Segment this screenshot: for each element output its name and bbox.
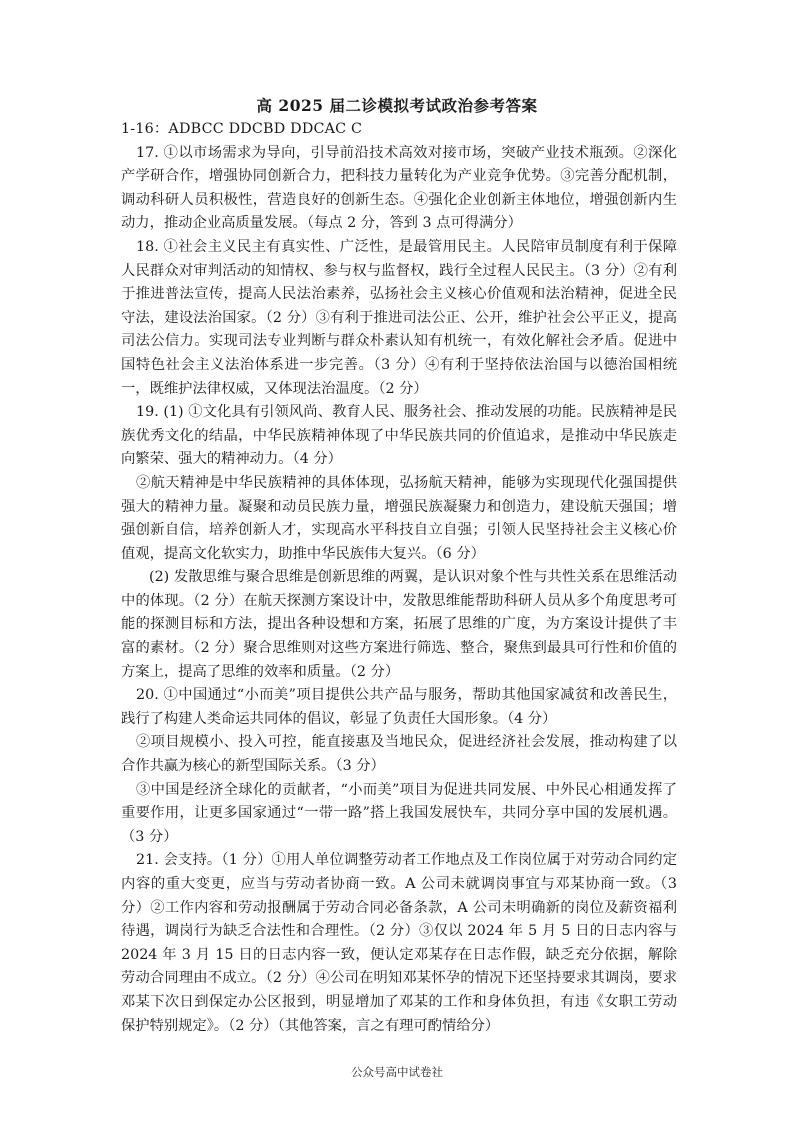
answer-q19-part1-b: ②航天精神是中华民族精神的具体体现，弘扬航天精神，能够为实现现代化强国提供强大的精神力量。凝聚和动员民族力量，增强民族凝聚力和创造力，建设航天强国；增强创新自信，培养创新人才，实现高水平科技自立自强；引领人民坚持社会主义核心价值观，提高文化软实力，助推中华民族伟大复兴。（6 分）: [121, 474, 677, 562]
answer-q19-part1: 19. (1) ①文化具有引领风尚、教育人民、服务社会、推动发展的功能。民族精神是民族优秀文化的结晶，中华民族精神体现了中华民族共同的价值追求，是推动中华民族走向繁荣、强大的精神动力。（4 分）: [121, 404, 677, 468]
answer-q17: 17. ①以市场需求为导向，引导前沿技术高效对接市场，突破产业技术瓶颈。②深化产学研合作，增强协同创新合力，把科技力量转化为产业竞争优势。③完善分配机制，调动科研人员积极性，营造良好的创新生态。④强化企业创新主体地位，增强创新内生动力，推动企业高质量发展。（每点 2 分，答到 3 点可得满分）: [121, 144, 677, 232]
footer-watermark: 公众号高中试卷社: [351, 1065, 443, 1079]
answer-q19-part2: (2) 发散思维与聚合思维是创新思维的两翼，是认识对象个性与共性关系在思维活动中的体现。（2 分）在航天探测方案设计中，发散思维能帮助科研人员从多个角度思考可能的探测目标和方法，提出各种设想和方案，拓展了思维的广度，为方案设计提供了丰富的素材。（2 分）聚合思维则对这些方案进行筛选、整合，聚焦到最具可行性和价值的方案上，提高了思维的效率和质量。（2 分）: [121, 569, 677, 680]
answer-body: [121, 118, 677, 1038]
page-title: 高 2025 届二诊模拟考试政治参考答案: [256, 96, 538, 115]
answer-q20-point3: ③中国是经济全球化的贡献者，“小而美”项目为促进共同发展、中外民心相通发挥了重要作用，让更多国家通过“一带一路”搭上我国发展快车，共同分享中国的发展机遇。（3 分）: [121, 781, 677, 845]
answer-q20-point2: ②项目规模小、投入可控，能直接惠及当地民众，促进经济社会发展，推动构建了以合作共赢为核心的新型国际关系。（3 分）: [121, 734, 677, 775]
answer-q21: 21. 会支持。（1 分）①用人单位调整劳动者工作地点及工作岗位属于对劳动合同约定内容的重大变更，应当与劳动者协商一致。A 公司未就调岗事宜与邓某协商一致。（3 分）②工作内容和劳动报酬属于劳动合同必备条款，A 公司未明确新的岗位及薪资福利待遇，调岗行为缺乏合法性和合理性。（2 分）③仅以 2024 年 5 月 5 日的日志内容与 2024 年 3 月 15 日的日志内容一致，便认定邓某存在日志作假，缺乏充分依据，解除劳动合同理由不成立。（2 分）④公司在明知邓某怀孕的情况下还坚持要求其调岗，要求邓某下次日到保定办公区报到，明显增加了邓某的工作和身体负担，有违《女职工劳动保护特别规定》。（2 分）（其他答案，言之有理可酌情给分）: [121, 852, 677, 1034]
answer-q18: 18. ①社会主义民主有真实性、广泛性，是最管用民主。人民陪审员制度有利于保障人民群众对审判活动的知情权、参与权与监督权，践行全过程人民民主。（3 分）②有利于推进普法宣传，提高人民法治素养，弘扬社会主义核心价值观和法治精神，促进全民守法，建设法治国家。（2 分）③有利于推进司法公正、公开，维护社会公平正义，提高司法公信力。实现司法专业判断与群众朴素认知有机统一，有效化解社会矛盾。促进中国特色社会主义法治体系进一步完善。（3 分）④有利于坚持依法治国与以德治国相统一，既维护法律权威，又体现法治温度。（2 分）: [121, 238, 677, 397]
answer-q20-point1: 20. ①中国通过“小而美”项目提供公共产品与服务，帮助其他国家减贫和改善民生，践行了构建人类命运共同体的倡议，彰显了负责任大国形象。（4 分）: [121, 687, 677, 727]
choice-answers: 1-16：ADBCC DDCBD DDCAC C: [121, 121, 363, 137]
